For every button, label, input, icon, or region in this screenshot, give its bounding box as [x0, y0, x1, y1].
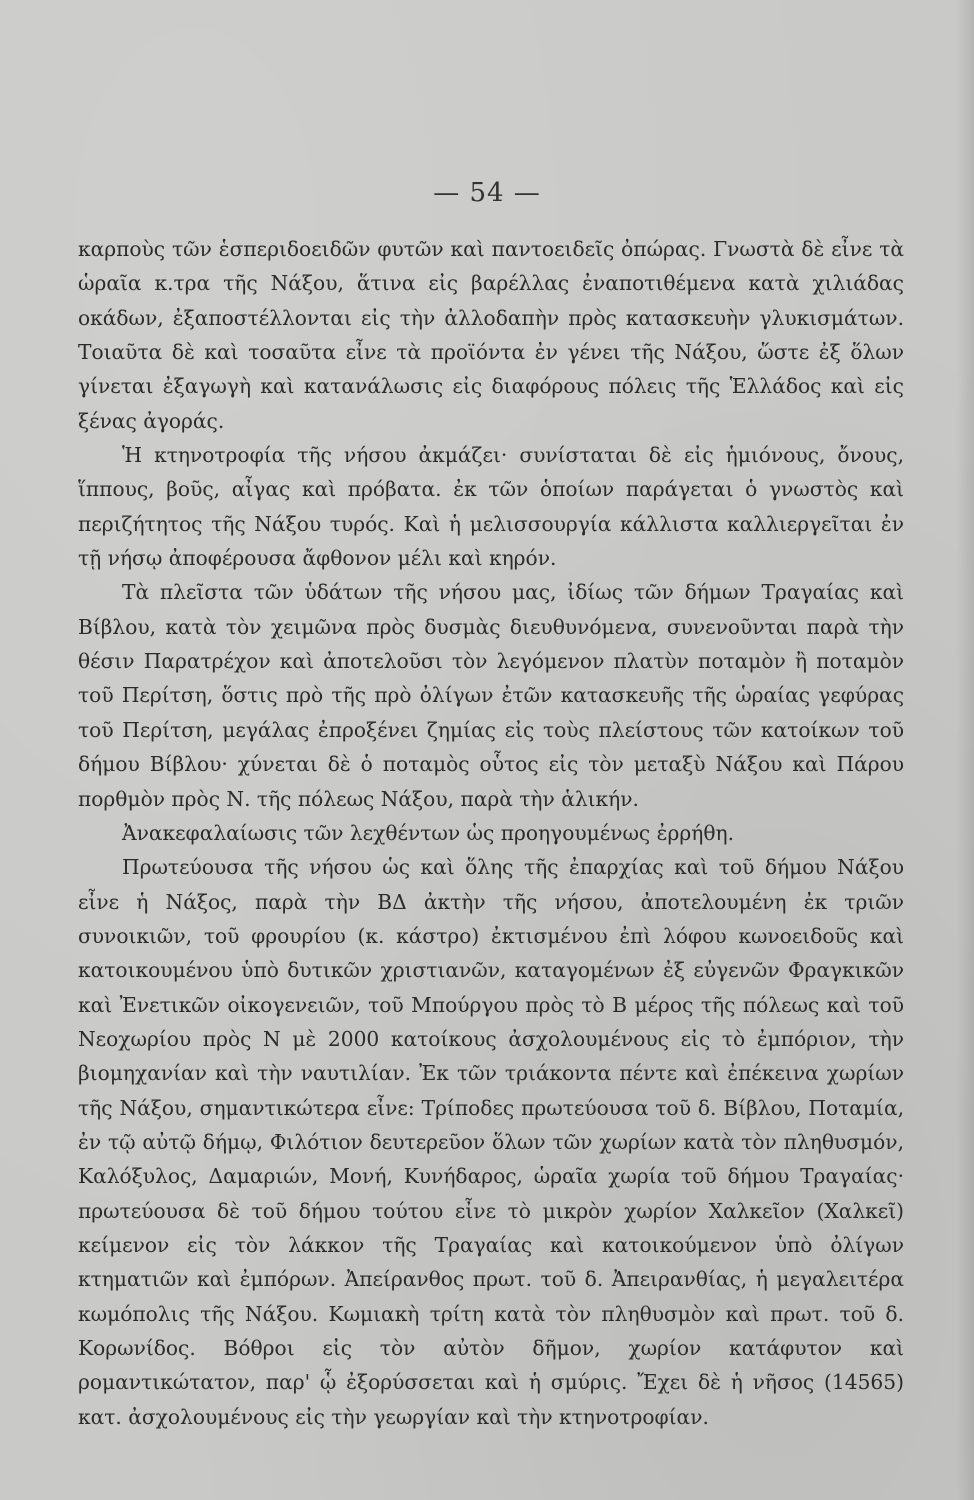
paragraph-capital: Πρωτεύουσα τῆς νήσου ὡς καὶ ὅλης τῆς ἐπαρχίας καὶ τοῦ δήμου Νάξου εἶνε ἡ Νάξος, παρὰ τὴν ΒΔ ἀκτὴν τῆς νήσου, ἀποτελουμένη ἐκ τριῶν συνοικιῶν, τοῦ φρουρίου (κ. κάστρο) ἐκτισμένου ἐπὶ λόφου κωνοειδοῦς καὶ κατοικουμένου ὑπὸ δυτικῶν χριστιανῶν, καταγομένων ἐξ εὐγενῶν Φραγκικῶν καὶ Ἐνετικῶν οἰκογενειῶν, τοῦ Μπούργου πρὸς τὸ Β μέρος τῆς πόλεως καὶ τοῦ Νεοχωρίου πρὸς Ν μὲ 2000 κατοίκους ἀσχολουμένους εἰς τὸ ἐμπόριον, τὴν βιομηχανίαν καὶ τὴν ναυτιλίαν. Ἐκ τῶν τριάκοντα πέντε καὶ ἐπέκεινα χωρίων τῆς Νάξου, σημαντικώτερα εἶνε: Τρίποδες πρωτεύουσα τοῦ δ. Βίβλου, Ποταμία, ἐν τῷ αὐτῷ δήμῳ, Φιλότιον δευτερεῦον ὅλων τῶν χωρίων κατὰ τὸν πληθυσμόν, Καλόξυλος, Δαμαριών, Μονή, Κυνήδαρος, ὡραῖα χωρία τοῦ δήμου Τραγαίας· πρωτεύουσα δὲ τοῦ δήμου τούτου εἶνε τὸ μικρὸν χωρίον Χαλκεῖον (Χαλκεῖ) κείμενον εἰς τὸν λάκκον τῆς Τραγαίας καὶ κατοικούμενον ὑπὸ ὀλίγων κτηματιῶν καὶ ἐμπόρων. Ἀπείρανθος πρωτ. τοῦ δ. Ἀπειρανθίας, ἡ μεγαλειτέρα κωμόπολις τῆς Νάξου. Κωμιακὴ τρίτη κατὰ τὸν πληθυσμὸν καὶ πρωτ. τοῦ δ. Κορωνίδος. Βόθροι εἰς τὸν αὐτὸν δῆμον, χωρίον κατάφυτον καὶ ρομαντικώτατον, παρ' ᾧ ἐξορύσσεται καὶ ἡ σμύρις. Ἔχει δὲ ἡ νῆσος (14565) κατ. ἀσχολουμένους εἰς τὴν γεωργίαν καὶ τὴν κτηνοτροφίαν.: [78, 855, 904, 1429]
paragraph-livestock: Ἡ κτηνοτροφία τῆς νήσου ἀκμάζει· συνίσταται δὲ εἰς ἡμιόνους, ὄνους, ἵππους, βοῦς, αἶγας καὶ πρόβατα. ἐκ τῶν ὁποίων παράγεται ὁ γνωστὸς καὶ περιζήτητος τῆς Νάξου τυρός. Καὶ ἡ μελισσουργία κάλλιστα καλλιεργεῖται ἐν τῇ νήσῳ ἀποφέρουσα ἄφθονον μέλι καὶ κηρόν.: [78, 443, 904, 571]
paragraph-fruits: καρποὺς τῶν ἑσπεριδοειδῶν φυτῶν καὶ παντοειδεῖς ὀπώρας. Γνωστὰ δὲ εἶνε τὰ ὡραῖα κ.τρα τῆς Νάξου, ἅτινα εἰς βαρέλλας ἐναποτιθέμενα κατὰ χιλιάδας οκάδων, ἐξαποστέλλονται εἰς τὴν ἀλλοδαπὴν πρὸς κατασκευὴν γλυκισμάτων. Τοιαῦτα δὲ καὶ τοσαῦτα εἶνε τὰ προϊόντα ἐν γένει τῆς Νάξου, ὥστε ἐξ ὅλων γίνεται ἐξαγωγὴ καὶ κατανάλωσις εἰς διαφόρους πόλεις τῆς Ἑλλάδος καὶ εἰς ξένας ἀγοράς.: [78, 237, 904, 433]
paragraph-recap: Ἀνακεφαλαίωσις τῶν λεχθέντων ὡς προηγουμένως ἐρρήθη.: [122, 820, 734, 845]
body-text: [78, 232, 904, 1434]
page-edge-shadow: [956, 0, 974, 1500]
page-number: — 54 —: [433, 178, 541, 208]
paragraph-waters: Τὰ πλεῖστα τῶν ὑδάτων τῆς νήσου μας, ἰδίως τῶν δήμων Τραγαίας καὶ Βίβλου, κατὰ τὸν χειμῶνα πρὸς δυσμὰς διευθυνόμενα, συνενοῦνται παρὰ τὴν θέσιν Παρατρέχον καὶ ἀποτελοῦσι τὸν λεγόμενον πλατὺν ποταμὸν ἢ ποταμὸν τοῦ Περίτση, ὅστις πρὸ τῆς πρὸ ὀλίγων ἐτῶν κατασκευῆς τῆς ὡραίας γεφύρας τοῦ Περίτση, μεγάλας ἐπροξένει ζημίας εἰς τοὺς πλείστους τῶν κατοίκων τοῦ δήμου Βίβλου· χύνεται δὲ ὁ ποταμὸς οὗτος εἰς τὸν μεταξὺ Νάξου καὶ Πάρου πορθμὸν πρὸς Ν. τῆς πόλεως Νάξου, παρὰ τὴν ἁλικήν.: [78, 580, 904, 811]
